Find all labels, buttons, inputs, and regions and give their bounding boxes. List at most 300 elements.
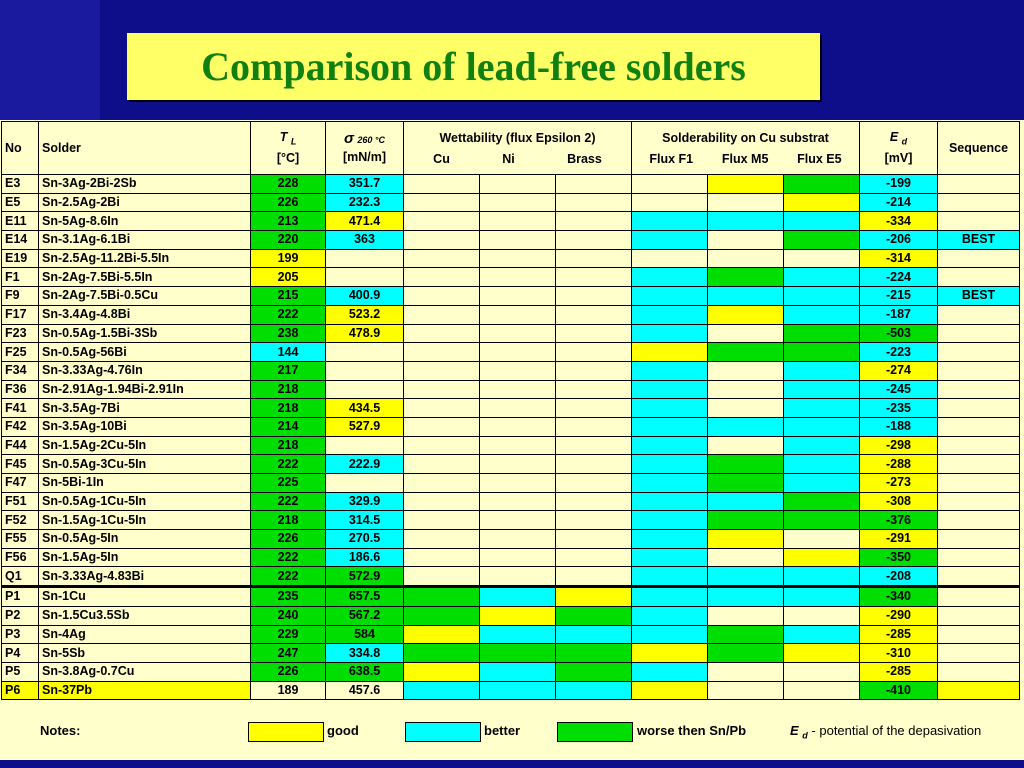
cell-solder-e5 — [784, 212, 860, 231]
notes-legend — [0, 718, 1024, 750]
cell-solder-f1 — [632, 324, 708, 343]
cell-wett-cu — [404, 399, 480, 418]
cell-sigma: 584 — [326, 625, 404, 644]
solder-col-m5: Flux M5 — [721, 152, 769, 166]
cell-wett-brass — [556, 193, 632, 212]
cell-wett-brass — [556, 436, 632, 455]
cell-wett-ni — [480, 193, 556, 212]
cell-solder-e5 — [784, 343, 860, 362]
cell-wett-brass — [556, 212, 632, 231]
better-swatch — [405, 722, 481, 742]
cell-sequence — [938, 249, 1020, 268]
cell-solder-f1 — [632, 231, 708, 250]
cell-no: F17 — [2, 305, 39, 324]
sigma-unit: [mN/m] — [342, 150, 387, 164]
cell-wett-brass — [556, 249, 632, 268]
cell-wett-brass — [556, 511, 632, 530]
cell-sequence — [938, 399, 1020, 418]
cell-solder-f1 — [632, 193, 708, 212]
cell-solder-e5 — [784, 662, 860, 681]
cell-wett-cu — [404, 567, 480, 587]
cell-sequence — [938, 380, 1020, 399]
cell-sigma — [326, 380, 404, 399]
table-row — [2, 361, 1020, 380]
cell-tl: 218 — [251, 511, 326, 530]
cell-solder: Sn-3Ag-2Bi-2Sb — [39, 175, 251, 194]
cell-wett-cu — [404, 530, 480, 549]
cell-solder: Sn-3.33Ag-4.76In — [39, 361, 251, 380]
cell-sequence — [938, 324, 1020, 343]
cell-solder: Sn-3.5Ag-10Bi — [39, 417, 251, 436]
cell-solder: Sn-3.4Ag-4.8Bi — [39, 305, 251, 324]
cell-sequence — [938, 662, 1020, 681]
cell-wett-cu — [404, 662, 480, 681]
cell-solder-m5 — [708, 324, 784, 343]
cell-ed: -274 — [860, 361, 938, 380]
cell-solder-f1 — [632, 606, 708, 625]
cell-solder: Sn-3.1Ag-6.1Bi — [39, 231, 251, 250]
cell-wett-ni — [480, 361, 556, 380]
cell-tl: 218 — [251, 436, 326, 455]
cell-sequence — [938, 625, 1020, 644]
header-ed — [860, 122, 938, 175]
cell-solder-m5 — [708, 399, 784, 418]
cell-no: P3 — [2, 625, 39, 644]
cell-solder-f1 — [632, 455, 708, 474]
cell-tl: 229 — [251, 625, 326, 644]
cell-sequence — [938, 567, 1020, 587]
cell-solder-m5 — [708, 644, 784, 663]
cell-solder-m5 — [708, 175, 784, 194]
cell-wett-cu — [404, 606, 480, 625]
cell-wett-ni — [480, 644, 556, 663]
cell-wett-ni — [480, 436, 556, 455]
cell-solder-e5 — [784, 249, 860, 268]
cell-sequence — [938, 193, 1020, 212]
cell-wett-cu — [404, 625, 480, 644]
cell-tl: 218 — [251, 380, 326, 399]
cell-sequence — [938, 511, 1020, 530]
cell-solder: Sn-5Bi-1In — [39, 474, 251, 493]
cell-ed: -208 — [860, 567, 938, 587]
cell-tl: 235 — [251, 587, 326, 607]
cell-sigma — [326, 474, 404, 493]
cell-solder-e5 — [784, 681, 860, 700]
cell-no: P1 — [2, 587, 39, 607]
table-row — [2, 399, 1020, 418]
cell-wett-ni — [480, 681, 556, 700]
cell-wett-ni — [480, 268, 556, 287]
cell-sequence — [938, 436, 1020, 455]
cell-sigma: 523.2 — [326, 305, 404, 324]
cell-wett-brass — [556, 231, 632, 250]
cell-solder-e5 — [784, 380, 860, 399]
cell-solder-e5 — [784, 511, 860, 530]
ed-unit: [mV] — [884, 151, 913, 166]
wett-col-brass: Brass — [567, 152, 602, 166]
ed-note-symbol: E — [790, 723, 799, 738]
cell-sequence — [938, 492, 1020, 511]
cell-tl: 228 — [251, 175, 326, 194]
cell-tl: 225 — [251, 474, 326, 493]
worse-label: worse then Sn/Pb — [637, 723, 747, 738]
cell-wett-brass — [556, 305, 632, 324]
table-row — [2, 175, 1020, 194]
better-label: better — [484, 723, 521, 738]
table-panel — [0, 120, 1024, 760]
header-sigma — [326, 122, 404, 175]
table-row — [2, 193, 1020, 212]
cell-solder-f1 — [632, 644, 708, 663]
cell-wett-cu — [404, 361, 480, 380]
cell-wett-cu — [404, 644, 480, 663]
cell-wett-ni — [480, 511, 556, 530]
solder-col-e5: Flux E5 — [797, 152, 842, 166]
cell-no: F45 — [2, 455, 39, 474]
cell-sequence — [938, 530, 1020, 549]
cell-ed: -340 — [860, 587, 938, 607]
cell-solder: Sn-2.91Ag-1.94Bi-2.91In — [39, 380, 251, 399]
cell-ed: -235 — [860, 399, 938, 418]
cell-sequence — [938, 343, 1020, 362]
cell-ed: -310 — [860, 644, 938, 663]
cell-solder-e5 — [784, 492, 860, 511]
cell-no: F44 — [2, 436, 39, 455]
cell-sigma: 572.9 — [326, 567, 404, 587]
cell-wett-ni — [480, 380, 556, 399]
cell-solder-f1 — [632, 212, 708, 231]
cell-tl: 226 — [251, 193, 326, 212]
cell-sequence: BEST — [938, 287, 1020, 306]
cell-solder-f1 — [632, 436, 708, 455]
cell-wett-cu — [404, 474, 480, 493]
cell-sequence — [938, 361, 1020, 380]
cell-wett-cu — [404, 681, 480, 700]
cell-wett-brass — [556, 474, 632, 493]
cell-ed: -206 — [860, 231, 938, 250]
cell-solder-f1 — [632, 361, 708, 380]
cell-wett-cu — [404, 324, 480, 343]
cell-solder-m5 — [708, 474, 784, 493]
table-row — [2, 644, 1020, 663]
cell-solder: Sn-0.5Ag-56Bi — [39, 343, 251, 362]
cell-wett-cu — [404, 343, 480, 362]
cell-no: P2 — [2, 606, 39, 625]
cell-solder: Sn-0.5Ag-1Cu-5In — [39, 492, 251, 511]
good-label: good — [327, 723, 359, 738]
cell-solder-f1 — [632, 662, 708, 681]
cell-wett-cu — [404, 249, 480, 268]
cell-tl: 240 — [251, 606, 326, 625]
cell-solder: Sn-3.5Ag-7Bi — [39, 399, 251, 418]
cell-solder-f1 — [632, 587, 708, 607]
table-row — [2, 511, 1020, 530]
header-no: No — [2, 122, 39, 175]
cell-tl: 238 — [251, 324, 326, 343]
cell-solder-m5 — [708, 492, 784, 511]
table-row — [2, 587, 1020, 607]
cell-no: F25 — [2, 343, 39, 362]
ed-symbol: E — [889, 129, 899, 144]
cell-wett-cu — [404, 231, 480, 250]
cell-wett-brass — [556, 287, 632, 306]
table-row — [2, 268, 1020, 287]
cell-wett-ni — [480, 249, 556, 268]
ed-subscript: d — [901, 136, 908, 147]
cell-wett-brass — [556, 343, 632, 362]
cell-sigma — [326, 249, 404, 268]
cell-solder-m5 — [708, 548, 784, 567]
cell-sequence — [938, 305, 1020, 324]
cell-solder-m5 — [708, 606, 784, 625]
tl-unit: [°C] — [276, 151, 300, 166]
cell-no: F1 — [2, 268, 39, 287]
ed-note-subscript: d — [802, 730, 808, 741]
cell-solder-m5 — [708, 361, 784, 380]
cell-no: F42 — [2, 417, 39, 436]
cell-tl: 218 — [251, 399, 326, 418]
cell-solder-e5 — [784, 175, 860, 194]
cell-no: E14 — [2, 231, 39, 250]
table-row — [2, 530, 1020, 549]
cell-sigma: 222.9 — [326, 455, 404, 474]
cell-solder-m5 — [708, 287, 784, 306]
table-row — [2, 548, 1020, 567]
cell-wett-ni — [480, 548, 556, 567]
wett-col-ni: Ni — [502, 152, 515, 166]
cell-sigma — [326, 436, 404, 455]
cell-wett-ni — [480, 417, 556, 436]
cell-solder: Sn-0.5Ag-3Cu-5In — [39, 455, 251, 474]
cell-ed: -223 — [860, 343, 938, 362]
cell-wett-ni — [480, 625, 556, 644]
cell-solder-f1 — [632, 268, 708, 287]
cell-wett-cu — [404, 193, 480, 212]
cell-wett-cu — [404, 268, 480, 287]
worse-swatch — [557, 722, 633, 742]
cell-solder-e5 — [784, 324, 860, 343]
cell-solder-e5 — [784, 268, 860, 287]
cell-no: F23 — [2, 324, 39, 343]
title-box — [127, 33, 820, 100]
cell-ed: -308 — [860, 492, 938, 511]
cell-sigma: 232.3 — [326, 193, 404, 212]
solder-subheader — [632, 149, 860, 175]
cell-sigma: 471.4 — [326, 212, 404, 231]
cell-wett-cu — [404, 305, 480, 324]
cell-sequence — [938, 644, 1020, 663]
cell-sequence — [938, 268, 1020, 287]
cell-wett-brass — [556, 530, 632, 549]
cell-tl: 217 — [251, 361, 326, 380]
cell-tl: 222 — [251, 492, 326, 511]
table-row — [2, 287, 1020, 306]
cell-solder-m5 — [708, 193, 784, 212]
cell-solder-m5 — [708, 511, 784, 530]
cell-wett-brass — [556, 681, 632, 700]
table-row — [2, 212, 1020, 231]
cell-solder-m5 — [708, 455, 784, 474]
cell-wett-ni — [480, 567, 556, 587]
cell-tl: 215 — [251, 287, 326, 306]
cell-solder-f1 — [632, 249, 708, 268]
cell-wett-ni — [480, 455, 556, 474]
cell-tl: 199 — [251, 249, 326, 268]
cell-solder-m5 — [708, 305, 784, 324]
cell-solder: Sn-1.5Ag-2Cu-5In — [39, 436, 251, 455]
cell-ed: -273 — [860, 474, 938, 493]
cell-sigma: 400.9 — [326, 287, 404, 306]
cell-sigma: 351.7 — [326, 175, 404, 194]
cell-no: Q1 — [2, 567, 39, 587]
cell-wett-brass — [556, 324, 632, 343]
cell-wett-cu — [404, 492, 480, 511]
cell-no: P6 — [2, 681, 39, 700]
cell-solder-f1 — [632, 305, 708, 324]
header-tl — [251, 122, 326, 175]
cell-solder-e5 — [784, 455, 860, 474]
table-row — [2, 436, 1020, 455]
header-solder: Solder — [39, 122, 251, 175]
cell-solder-m5 — [708, 681, 784, 700]
cell-wett-brass — [556, 399, 632, 418]
cell-wett-brass — [556, 567, 632, 587]
cell-solder-f1 — [632, 343, 708, 362]
cell-wett-brass — [556, 606, 632, 625]
cell-ed: -214 — [860, 193, 938, 212]
cell-wett-cu — [404, 511, 480, 530]
cell-tl: 214 — [251, 417, 326, 436]
cell-wett-cu — [404, 587, 480, 607]
cell-solder-m5 — [708, 343, 784, 362]
cell-solder: Sn-2Ag-7.5Bi-0.5Cu — [39, 287, 251, 306]
cell-sequence — [938, 455, 1020, 474]
cell-solder-f1 — [632, 681, 708, 700]
cell-solder-m5 — [708, 567, 784, 587]
table-row — [2, 492, 1020, 511]
bottom-band — [0, 760, 1024, 768]
cell-ed: -199 — [860, 175, 938, 194]
cell-ed: -376 — [860, 511, 938, 530]
cell-sigma: 657.5 — [326, 587, 404, 607]
cell-sigma: 334.8 — [326, 644, 404, 663]
cell-solder-m5 — [708, 268, 784, 287]
cell-solder: Sn-2Ag-7.5Bi-5.5In — [39, 268, 251, 287]
cell-solder-f1 — [632, 417, 708, 436]
cell-wett-ni — [480, 324, 556, 343]
cell-no: F36 — [2, 380, 39, 399]
cell-sigma: 478.9 — [326, 324, 404, 343]
table-row — [2, 231, 1020, 250]
cell-sigma: 638.5 — [326, 662, 404, 681]
cell-solder-m5 — [708, 530, 784, 549]
cell-no: E3 — [2, 175, 39, 194]
cell-sigma: 527.9 — [326, 417, 404, 436]
cell-solder-m5 — [708, 436, 784, 455]
ed-note — [790, 723, 981, 741]
cell-wett-cu — [404, 455, 480, 474]
cell-sigma — [326, 343, 404, 362]
cell-wett-brass — [556, 268, 632, 287]
cell-solder-e5 — [784, 193, 860, 212]
cell-wett-cu — [404, 212, 480, 231]
cell-sigma: 270.5 — [326, 530, 404, 549]
cell-wett-brass — [556, 417, 632, 436]
header-band — [0, 0, 100, 120]
ed-note-desc: - potential of the depasivation — [811, 723, 982, 738]
good-swatch — [248, 722, 324, 742]
cell-solder-e5 — [784, 417, 860, 436]
cell-solder-f1 — [632, 380, 708, 399]
cell-wett-ni — [480, 662, 556, 681]
cell-no: P5 — [2, 662, 39, 681]
cell-ed: -314 — [860, 249, 938, 268]
table-row — [2, 305, 1020, 324]
cell-no: E5 — [2, 193, 39, 212]
cell-wett-brass — [556, 175, 632, 194]
cell-wett-ni — [480, 231, 556, 250]
cell-tl: 222 — [251, 305, 326, 324]
cell-wett-ni — [480, 212, 556, 231]
table-row — [2, 417, 1020, 436]
cell-solder-m5 — [708, 249, 784, 268]
cell-ed: -291 — [860, 530, 938, 549]
cell-solder-f1 — [632, 175, 708, 194]
cell-ed: -285 — [860, 662, 938, 681]
cell-sequence — [938, 606, 1020, 625]
cell-sequence — [938, 681, 1020, 700]
table-row — [2, 606, 1020, 625]
cell-wett-ni — [480, 587, 556, 607]
table-row — [2, 324, 1020, 343]
cell-solder-m5 — [708, 625, 784, 644]
cell-no: F52 — [2, 511, 39, 530]
cell-solder-m5 — [708, 380, 784, 399]
cell-solder: Sn-1Cu — [39, 587, 251, 607]
cell-sequence — [938, 548, 1020, 567]
sigma-symbol: σ — [343, 130, 354, 147]
cell-sigma: 434.5 — [326, 399, 404, 418]
cell-sigma: 363 — [326, 231, 404, 250]
table-row — [2, 625, 1020, 644]
cell-no: F41 — [2, 399, 39, 418]
page-title: Comparison of lead-free solders — [201, 44, 746, 89]
header-sequence: Sequence — [938, 122, 1020, 175]
cell-solder-m5 — [708, 662, 784, 681]
cell-solder: Sn-0.5Ag-5In — [39, 530, 251, 549]
table-row — [2, 662, 1020, 681]
cell-sequence — [938, 417, 1020, 436]
cell-no: P4 — [2, 644, 39, 663]
cell-solder-f1 — [632, 287, 708, 306]
cell-solder-f1 — [632, 530, 708, 549]
cell-ed: -224 — [860, 268, 938, 287]
cell-solder-e5 — [784, 548, 860, 567]
cell-ed: -188 — [860, 417, 938, 436]
table-row — [2, 567, 1020, 587]
table-row — [2, 455, 1020, 474]
cell-solder-e5 — [784, 399, 860, 418]
cell-tl: 247 — [251, 644, 326, 663]
cell-solder: Sn-3.8Ag-0.7Cu — [39, 662, 251, 681]
cell-wett-ni — [480, 287, 556, 306]
cell-solder: Sn-1.5Cu3.5Sb — [39, 606, 251, 625]
cell-wett-cu — [404, 436, 480, 455]
cell-tl: 220 — [251, 231, 326, 250]
cell-solder-e5 — [784, 474, 860, 493]
cell-solder-f1 — [632, 567, 708, 587]
cell-wett-brass — [556, 662, 632, 681]
